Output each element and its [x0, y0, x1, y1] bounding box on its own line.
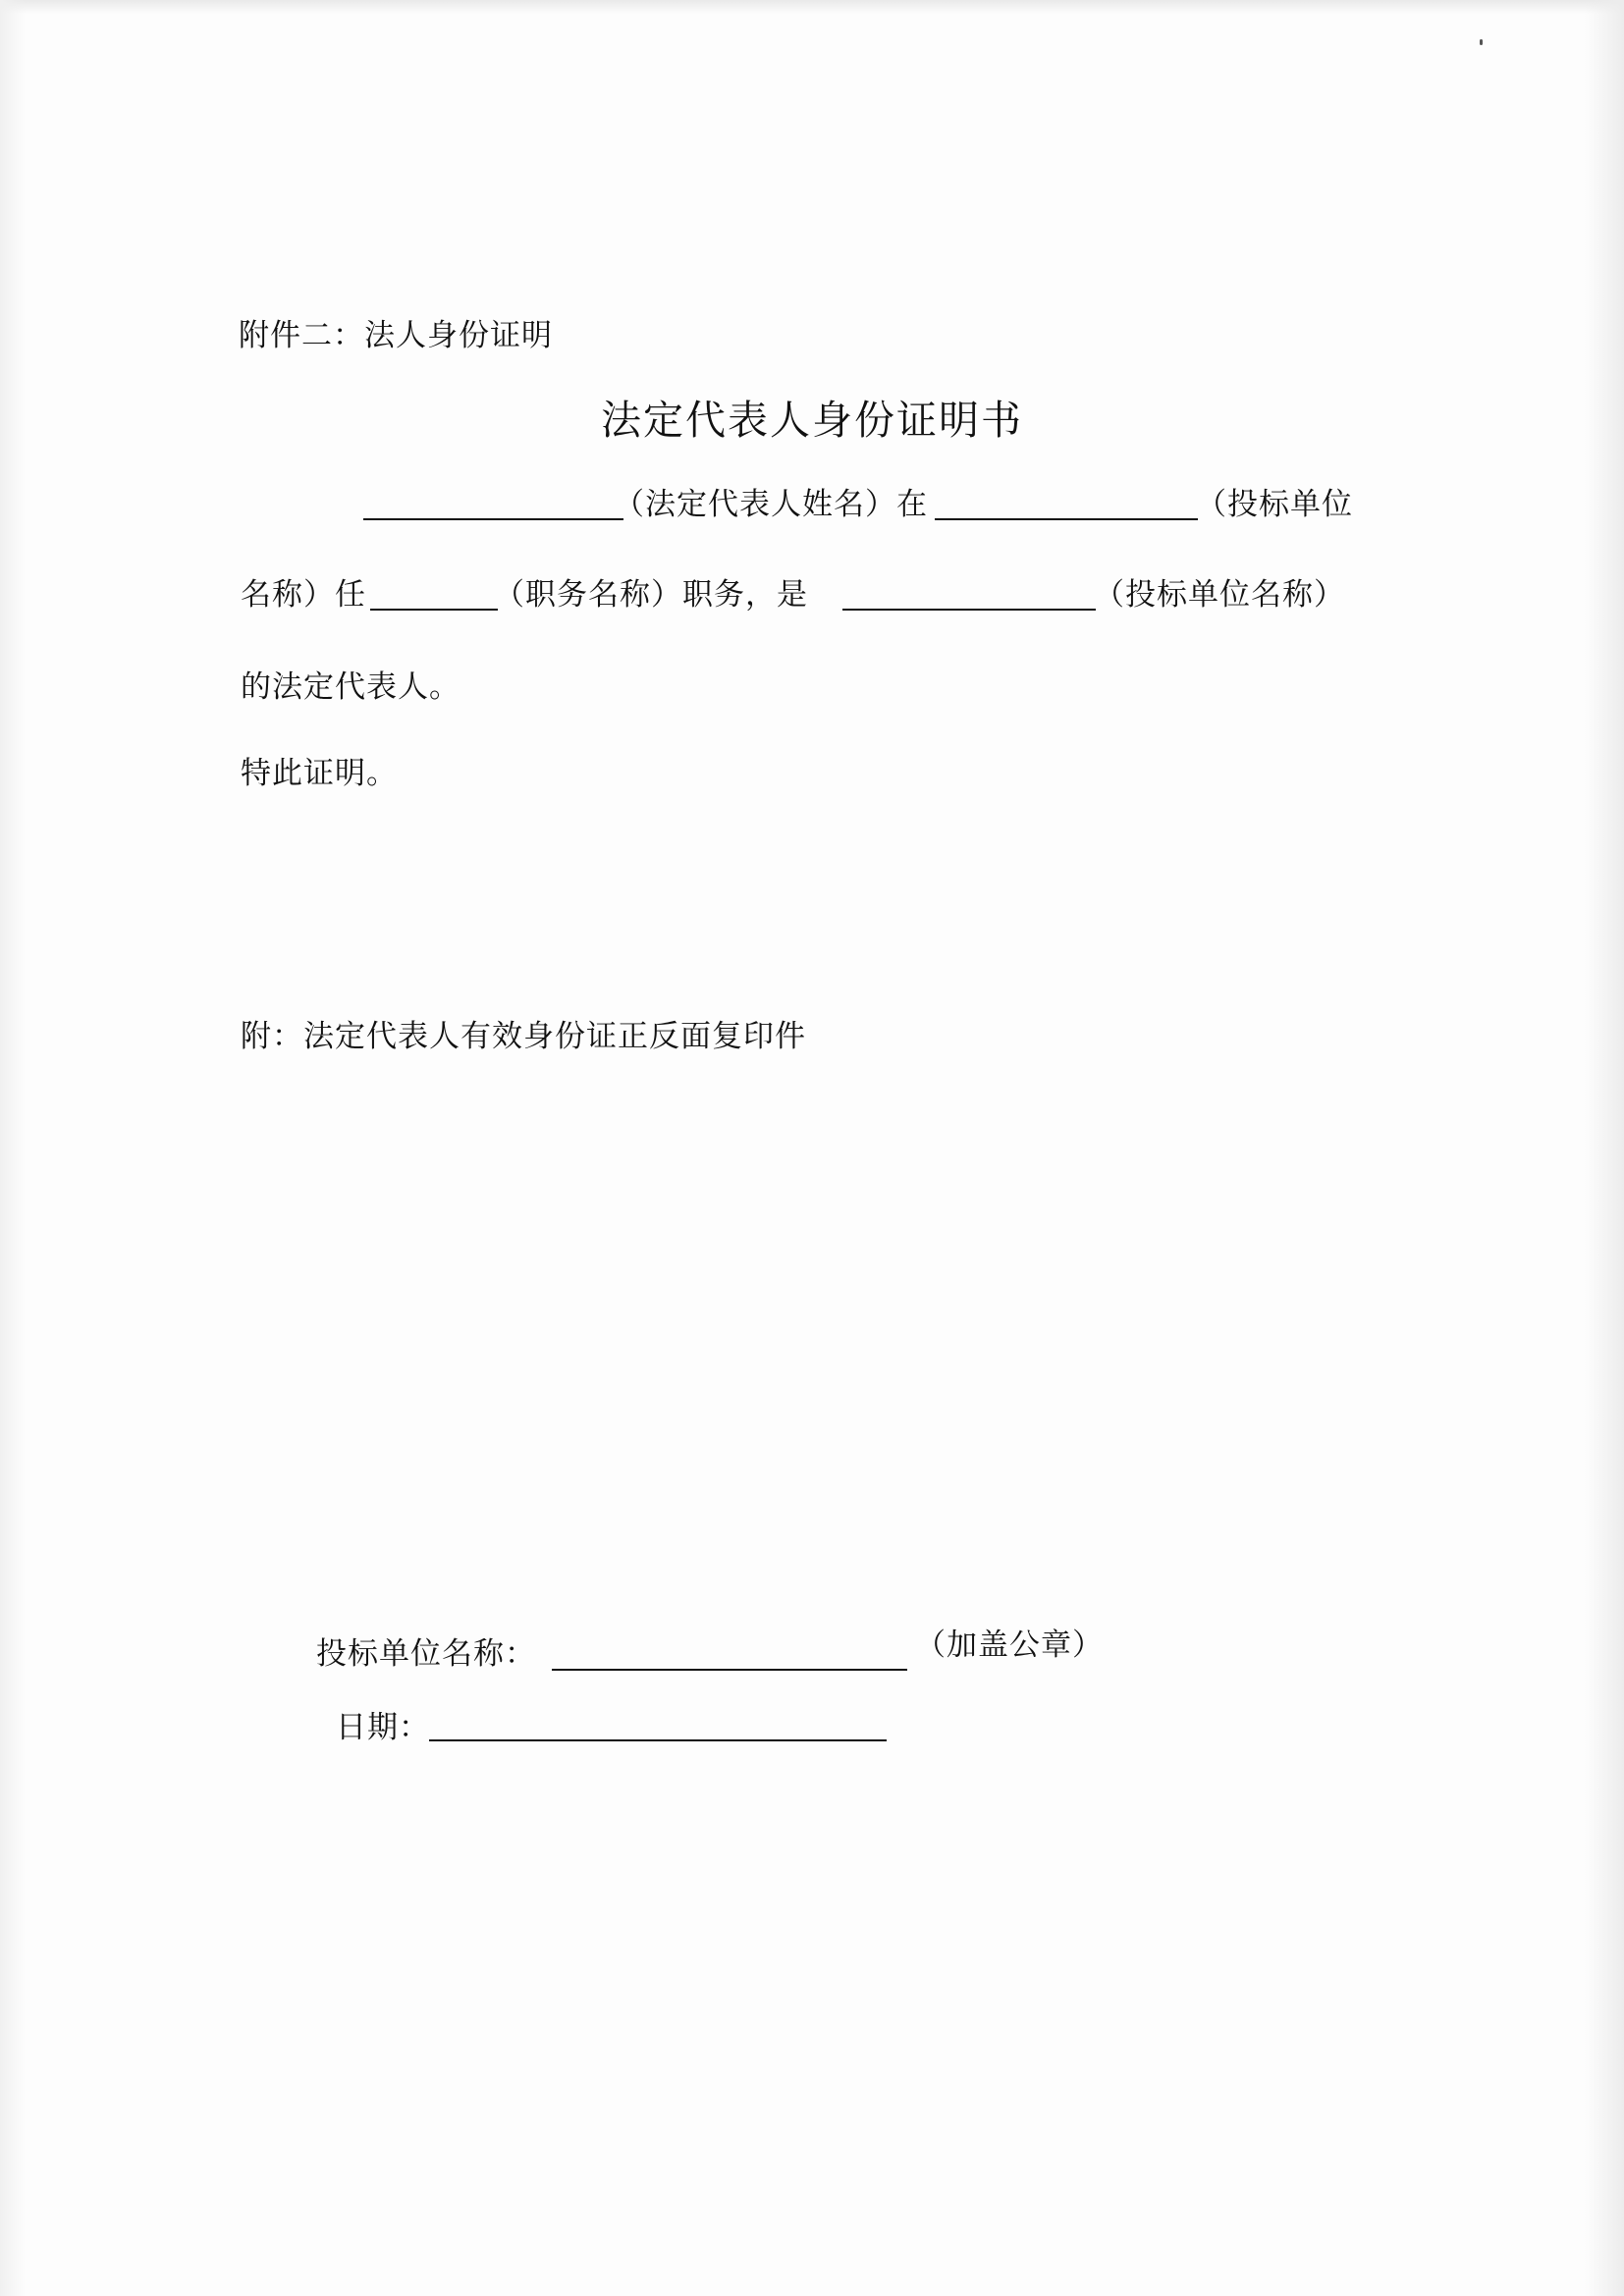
- position-label: （职务名称）职务，是: [494, 577, 808, 613]
- scan-edge-right: [1585, 0, 1624, 2296]
- position-blank: [370, 609, 498, 611]
- scan-speck: [1480, 39, 1483, 45]
- date-blank: [429, 1739, 887, 1741]
- scan-edge-top: [0, 0, 1624, 14]
- date-label: 日期：: [336, 1710, 430, 1745]
- bidder-name-blank-1: [935, 518, 1198, 520]
- legal-rep-name-blank: [363, 518, 623, 520]
- seal-note: （加盖公章）: [915, 1628, 1104, 1663]
- legal-rep-name-label: （法定代表人姓名）在: [614, 487, 928, 522]
- bidder-name-label-2: （投标单位名称）: [1094, 577, 1345, 613]
- legal-rep-statement: 的法定代表人。: [241, 669, 460, 705]
- certification-text: 特此证明。: [241, 756, 398, 791]
- bidder-unit-label: 投标单位名称：: [316, 1636, 536, 1672]
- attachment-heading: 附件二：法人身份证明: [239, 318, 553, 353]
- line2-start-text: 名称）任: [241, 577, 366, 613]
- attachment-note: 附：法定代表人有效身份证正反面复印件: [241, 1019, 806, 1054]
- bidder-name-label-1: （投标单位: [1196, 487, 1353, 522]
- document-title: 法定代表人身份证明书: [601, 397, 1023, 444]
- bidder-name-blank-2: [842, 609, 1096, 611]
- bidder-unit-blank: [552, 1669, 907, 1671]
- scan-edge-left: [0, 0, 26, 2296]
